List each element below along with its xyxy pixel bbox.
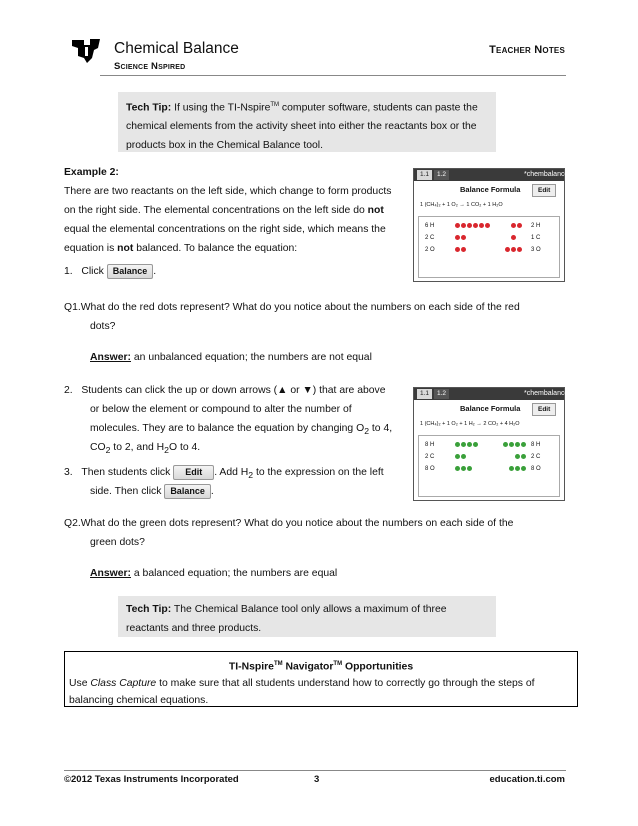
element-panel bbox=[418, 435, 560, 497]
element-dot bbox=[461, 454, 466, 459]
navigator-line2: balancing chemical equations. bbox=[69, 695, 209, 706]
tech-tip-text-a: If using the TI-Nspire bbox=[171, 102, 271, 114]
element-dot bbox=[505, 247, 510, 252]
element-dot bbox=[485, 223, 490, 228]
footer-site[interactable]: education.ti.com bbox=[489, 774, 565, 785]
element-dot bbox=[461, 235, 466, 240]
navigator-line1-b: to make sure that all students understand how to correctly go through the steps of bbox=[156, 678, 535, 689]
element-dot bbox=[455, 247, 460, 252]
example-line4-b: balanced. To balance the equation: bbox=[136, 243, 298, 254]
element-dot bbox=[461, 223, 466, 228]
trademark: TM bbox=[270, 102, 280, 108]
navigator-title-a: TI-Nspire bbox=[228, 661, 274, 673]
answer-label: Answer: bbox=[90, 568, 131, 579]
element-dot bbox=[511, 223, 516, 228]
step-2-line4-b: to 2, and H bbox=[110, 442, 165, 453]
navigator-opportunities-box bbox=[64, 651, 578, 707]
q2-line2: green dots? bbox=[90, 537, 145, 548]
class-capture-text: Class Capture bbox=[90, 678, 157, 689]
or-text: or bbox=[287, 385, 303, 396]
q1-label: Q1. bbox=[64, 302, 81, 313]
answer-text: a balanced equation; the numbers are equal bbox=[131, 568, 338, 579]
step-1-end: . bbox=[153, 266, 157, 277]
calculator-tab-bar bbox=[414, 169, 581, 181]
element-dot bbox=[455, 466, 460, 471]
element-dot bbox=[517, 223, 522, 228]
step-3-line2 bbox=[90, 482, 214, 502]
tech-tip-2 bbox=[118, 596, 496, 637]
right-count: 2 H bbox=[531, 223, 541, 229]
example-line2-bold: not bbox=[367, 205, 384, 216]
step-3-text: Then students click bbox=[81, 467, 171, 478]
answer-text: an unbalanced equation; the numbers are not equal bbox=[131, 352, 372, 363]
left-count: 8 O bbox=[425, 466, 435, 472]
step-2-line4 bbox=[90, 438, 200, 461]
step-2-line3-b: to 4, bbox=[369, 423, 393, 434]
step-3-number: 3. bbox=[64, 467, 73, 478]
step-3-text-c: to the expression on the left bbox=[253, 467, 384, 478]
balance-button[interactable]: Balance bbox=[107, 264, 154, 279]
navigator-line1-a: Use bbox=[69, 678, 91, 689]
step-2-line3-a: molecules. They are to balance the equation by changing O bbox=[90, 423, 365, 434]
edit-button[interactable]: Edit bbox=[532, 184, 556, 197]
left-count: 8 H bbox=[425, 442, 435, 448]
subscript: 2 bbox=[105, 445, 111, 456]
tech-tip-1 bbox=[118, 92, 496, 152]
step-3-line2-end: . bbox=[210, 486, 214, 497]
edit-button[interactable]: Edit bbox=[173, 465, 214, 480]
tech-tip-text: The Chemical Balance tool only allows a maximum of three reactants and three products. bbox=[126, 604, 447, 634]
right-count: 2 C bbox=[531, 454, 541, 460]
q2-line1 bbox=[64, 514, 513, 534]
right-count: 1 C bbox=[531, 235, 541, 241]
element-dot bbox=[461, 247, 466, 252]
element-dot bbox=[455, 223, 460, 228]
navigator-title-b: Navigator bbox=[282, 661, 334, 673]
example-line4-a: equation is bbox=[64, 243, 115, 254]
balance-formula-title: Balance Formula bbox=[460, 404, 521, 413]
example-heading: Example 2: bbox=[64, 167, 119, 178]
tech-tip-label: Tech Tip: bbox=[126, 604, 172, 615]
example-line2-text: on the right side. The elemental concentrations on the left side do bbox=[64, 205, 365, 216]
element-dot bbox=[467, 223, 472, 228]
step-1 bbox=[64, 262, 156, 282]
element-dot bbox=[467, 442, 472, 447]
edit-button[interactable]: Edit bbox=[532, 403, 556, 416]
trademark: TM bbox=[333, 661, 343, 667]
right-count: 3 O bbox=[531, 247, 541, 253]
element-dot bbox=[461, 442, 466, 447]
q1-line1 bbox=[64, 298, 520, 318]
tab-1-1[interactable]: 1.1 bbox=[417, 389, 432, 399]
element-dot bbox=[461, 466, 466, 471]
tab-1-1[interactable]: 1.1 bbox=[417, 170, 432, 180]
answer-label: Answer: bbox=[90, 352, 131, 363]
page-number: 3 bbox=[314, 774, 320, 785]
file-name: *chembalance_an bbox=[524, 390, 581, 397]
balance-button[interactable]: Balance bbox=[164, 484, 211, 499]
step-2-text-end: ) that are above bbox=[312, 385, 386, 396]
tab-1-2[interactable]: 1.2 bbox=[434, 389, 449, 399]
element-dot bbox=[515, 466, 520, 471]
subscript: 2 bbox=[364, 426, 370, 437]
step-2-line2: or below the element or compound to alter the number of bbox=[90, 404, 352, 415]
file-name: *chembalance_an bbox=[524, 171, 581, 178]
q1-text: What do the red dots represent? What do you notice about the numbers on each side of the red bbox=[80, 302, 520, 313]
q1-line2: dots? bbox=[90, 321, 116, 332]
element-dot bbox=[455, 442, 460, 447]
element-dot bbox=[515, 442, 520, 447]
example-line4 bbox=[64, 239, 297, 259]
down-arrow-icon: ▼ bbox=[302, 385, 313, 396]
tab-1-2[interactable]: 1.2 bbox=[434, 170, 449, 180]
ti-logo-icon bbox=[70, 36, 102, 66]
co2-text: CO bbox=[90, 442, 106, 453]
step-3-line2-text: side. Then click bbox=[90, 486, 162, 497]
example-line4-bold: not bbox=[117, 243, 134, 254]
step-2-line4-c: O to 4. bbox=[168, 442, 201, 453]
element-dot bbox=[515, 454, 520, 459]
left-count: 2 C bbox=[425, 454, 435, 460]
example-line3: equal the elemental concentrations on the right side, which means the bbox=[64, 224, 386, 235]
q1-answer bbox=[90, 348, 372, 368]
right-count: 8 H bbox=[531, 442, 541, 448]
element-dot bbox=[467, 466, 472, 471]
element-dot bbox=[521, 454, 526, 459]
element-panel bbox=[418, 216, 560, 278]
calculator-tab-bar bbox=[414, 388, 581, 400]
screenshot-balanced bbox=[413, 387, 581, 501]
left-count: 6 H bbox=[425, 223, 435, 229]
element-dot bbox=[479, 223, 484, 228]
step-2-number: 2. bbox=[64, 385, 73, 396]
step-2-text: Students can click the up or down arrows ( bbox=[81, 385, 278, 396]
element-dot bbox=[455, 235, 460, 240]
element-dot bbox=[473, 442, 478, 447]
right-count: 8 O bbox=[531, 466, 541, 472]
example-line1: There are two reactants on the left side, which change to form products bbox=[64, 186, 392, 197]
q2-label: Q2. bbox=[64, 518, 81, 529]
equation: 1 (CH₄)₂ + 1 O₂ → 1 CO₂ + 1 H₂O bbox=[420, 202, 503, 208]
subscript: 2 bbox=[248, 470, 254, 481]
trademark: TM bbox=[273, 661, 283, 667]
step-2-line1 bbox=[64, 381, 386, 401]
balance-formula-title: Balance Formula bbox=[460, 185, 521, 194]
footer-rule bbox=[64, 770, 566, 771]
page-subtitle: Science Nspired bbox=[114, 61, 186, 72]
screenshot-unbalanced bbox=[413, 168, 581, 282]
q2-answer bbox=[90, 564, 337, 584]
step-3-text-b: . Add H bbox=[214, 467, 249, 478]
element-dot bbox=[511, 247, 516, 252]
element-dot bbox=[511, 235, 516, 240]
element-dot bbox=[521, 442, 526, 447]
teacher-notes-label: Teacher Notes bbox=[489, 44, 565, 56]
element-dot bbox=[455, 454, 460, 459]
element-dot bbox=[509, 466, 514, 471]
left-count: 2 O bbox=[425, 247, 435, 253]
up-arrow-icon: ▲ bbox=[277, 385, 288, 396]
step-1-text: Click bbox=[81, 266, 104, 277]
tech-tip-text-b: computer software, students can paste the chemical elements from the activity sheet into either the reactants box or the products box in the Chemical Balance tool. bbox=[126, 102, 478, 152]
element-dot bbox=[521, 466, 526, 471]
step-1-number: 1. bbox=[64, 266, 73, 277]
left-count: 2 C bbox=[425, 235, 435, 241]
page-title: Chemical Balance bbox=[114, 40, 239, 57]
navigator-title-c: Opportunities bbox=[342, 661, 414, 673]
equation: 1 (CH₄)₂ + 1 O₂ + 1 H₂ → 2 CO₂ + 4 H₂O bbox=[420, 421, 520, 427]
element-dot bbox=[509, 442, 514, 447]
header-rule bbox=[100, 75, 566, 76]
element-dot bbox=[503, 442, 508, 447]
q2-text: What do the green dots represent? What do you notice about the numbers on each side of the bbox=[80, 518, 514, 529]
element-dot bbox=[473, 223, 478, 228]
example-line2 bbox=[64, 201, 384, 221]
footer-copyright: ©2012 Texas Instruments Incorporated bbox=[64, 774, 239, 785]
tech-tip-label: Tech Tip: bbox=[126, 102, 172, 114]
element-dot bbox=[517, 247, 522, 252]
subscript: 2 bbox=[164, 445, 169, 456]
